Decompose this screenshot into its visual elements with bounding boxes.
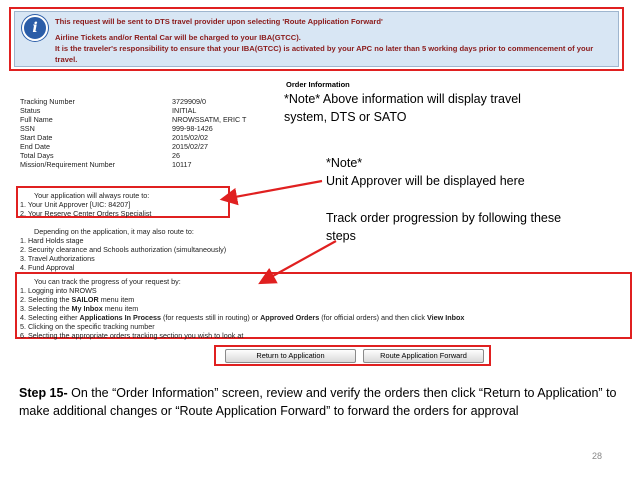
track-step: 5. Clicking on the specific tracking number xyxy=(20,322,155,331)
may-route-item: 2. Security clearance and Schools authorization (simultaneously) xyxy=(20,245,227,254)
banner-line-3: It is the traveler's responsibility to ensure that your IBA(GTCC) is activated by your APC no later than 5 working days prior to commencement of your xyxy=(55,44,594,53)
step-body: On the “Order Information” screen, review and verify the orders then click “Return to Application” to make additional changes or “Route Application Forward” to forward the orders for approval xyxy=(19,386,617,418)
field-value: 999-98-1426 xyxy=(172,124,213,133)
field-label: End Date xyxy=(20,142,50,151)
track-step-text: 3. Selecting the xyxy=(20,304,72,313)
applications-in-process-label: Applications In Process xyxy=(79,313,162,322)
info-icon: i xyxy=(22,15,48,41)
note-track-progress-line-2: steps xyxy=(326,229,356,243)
note-track-progress-line-1: Track order progression by following these xyxy=(326,211,562,225)
may-route-header: Depending on the application, it may also route to: xyxy=(34,227,194,236)
page-number: 28 xyxy=(592,451,603,461)
track-step xyxy=(20,295,134,304)
track-step-text: 2. Selecting the xyxy=(20,295,72,304)
may-route-item: 3. Travel Authorizations xyxy=(20,254,95,263)
track-step xyxy=(20,304,138,313)
field-value: 2015/02/27 xyxy=(172,142,208,151)
field-label: Status xyxy=(20,106,41,115)
may-route-item: 1. Hard Holds stage xyxy=(20,236,84,245)
may-route-item: 4. Fund Approval xyxy=(20,263,75,272)
step-label: Step 15- xyxy=(19,386,68,400)
route-header: Your application will always route to: xyxy=(34,191,150,200)
note-travel-system-line-2: system, DTS or SATO xyxy=(284,110,407,124)
track-step-text: 4. Selecting either xyxy=(20,313,80,322)
track-header: You can track the progress of your request by: xyxy=(34,277,181,286)
banner-line-4: travel. xyxy=(55,55,78,64)
field-value: 26 xyxy=(172,151,180,160)
track-step: 1. Logging into NROWS xyxy=(20,286,97,295)
route-item: 2. Your Reserve Center Orders Specialist xyxy=(20,209,152,218)
track-step-text: menu item xyxy=(102,304,139,313)
step-instruction xyxy=(19,385,619,420)
route-application-forward-button[interactable]: Route Application Forward xyxy=(363,349,484,363)
field-label: Start Date xyxy=(20,133,53,142)
banner-line-2: Airline Tickets and/or Rental Car will be charged to your IBA(GTCC). xyxy=(55,33,301,42)
sailor-menu-label: SAILOR xyxy=(71,295,99,304)
note-unit-approver-line-1: *Note* xyxy=(326,156,363,170)
field-value: NROWSSATM, ERIC T xyxy=(172,115,247,124)
field-label: SSN xyxy=(20,124,35,133)
track-step-text: (for official orders) and then click xyxy=(319,313,427,322)
field-label: Tracking Number xyxy=(20,97,75,106)
field-value: 10117 xyxy=(172,160,192,169)
field-value: INITIAL xyxy=(172,106,197,115)
track-step-text: (for requests still in routing) or xyxy=(161,313,261,322)
track-step: 6. Selecting the appropriate orders tracking section you wish to look at xyxy=(20,331,244,340)
view-inbox-label: View Inbox xyxy=(426,313,465,322)
field-value: 3729909/0 xyxy=(172,97,206,106)
field-value: 2015/02/02 xyxy=(172,133,208,142)
field-label: Total Days xyxy=(20,151,54,160)
my-inbox-menu-label: My Inbox xyxy=(71,304,103,313)
note-travel-system-line-1: *Note* Above information will display travel xyxy=(284,92,521,106)
note-unit-approver-line-2: Unit Approver will be displayed here xyxy=(326,174,525,188)
route-item: 1. Your Unit Approver [UIC: 84207] xyxy=(20,200,131,209)
field-label: Mission/Requirement Number xyxy=(20,160,116,169)
order-information-title: Order Information xyxy=(286,80,350,89)
track-step xyxy=(20,313,464,322)
track-step-text: menu item xyxy=(98,295,135,304)
approved-orders-label: Approved Orders xyxy=(260,313,320,322)
field-label: Full Name xyxy=(20,115,53,124)
banner-line-1: This request will be sent to DTS travel provider upon selecting 'Route Application Forward' xyxy=(55,17,383,26)
return-to-application-button[interactable]: Return to Application xyxy=(225,349,356,363)
arrow-to-route-box xyxy=(224,181,322,199)
